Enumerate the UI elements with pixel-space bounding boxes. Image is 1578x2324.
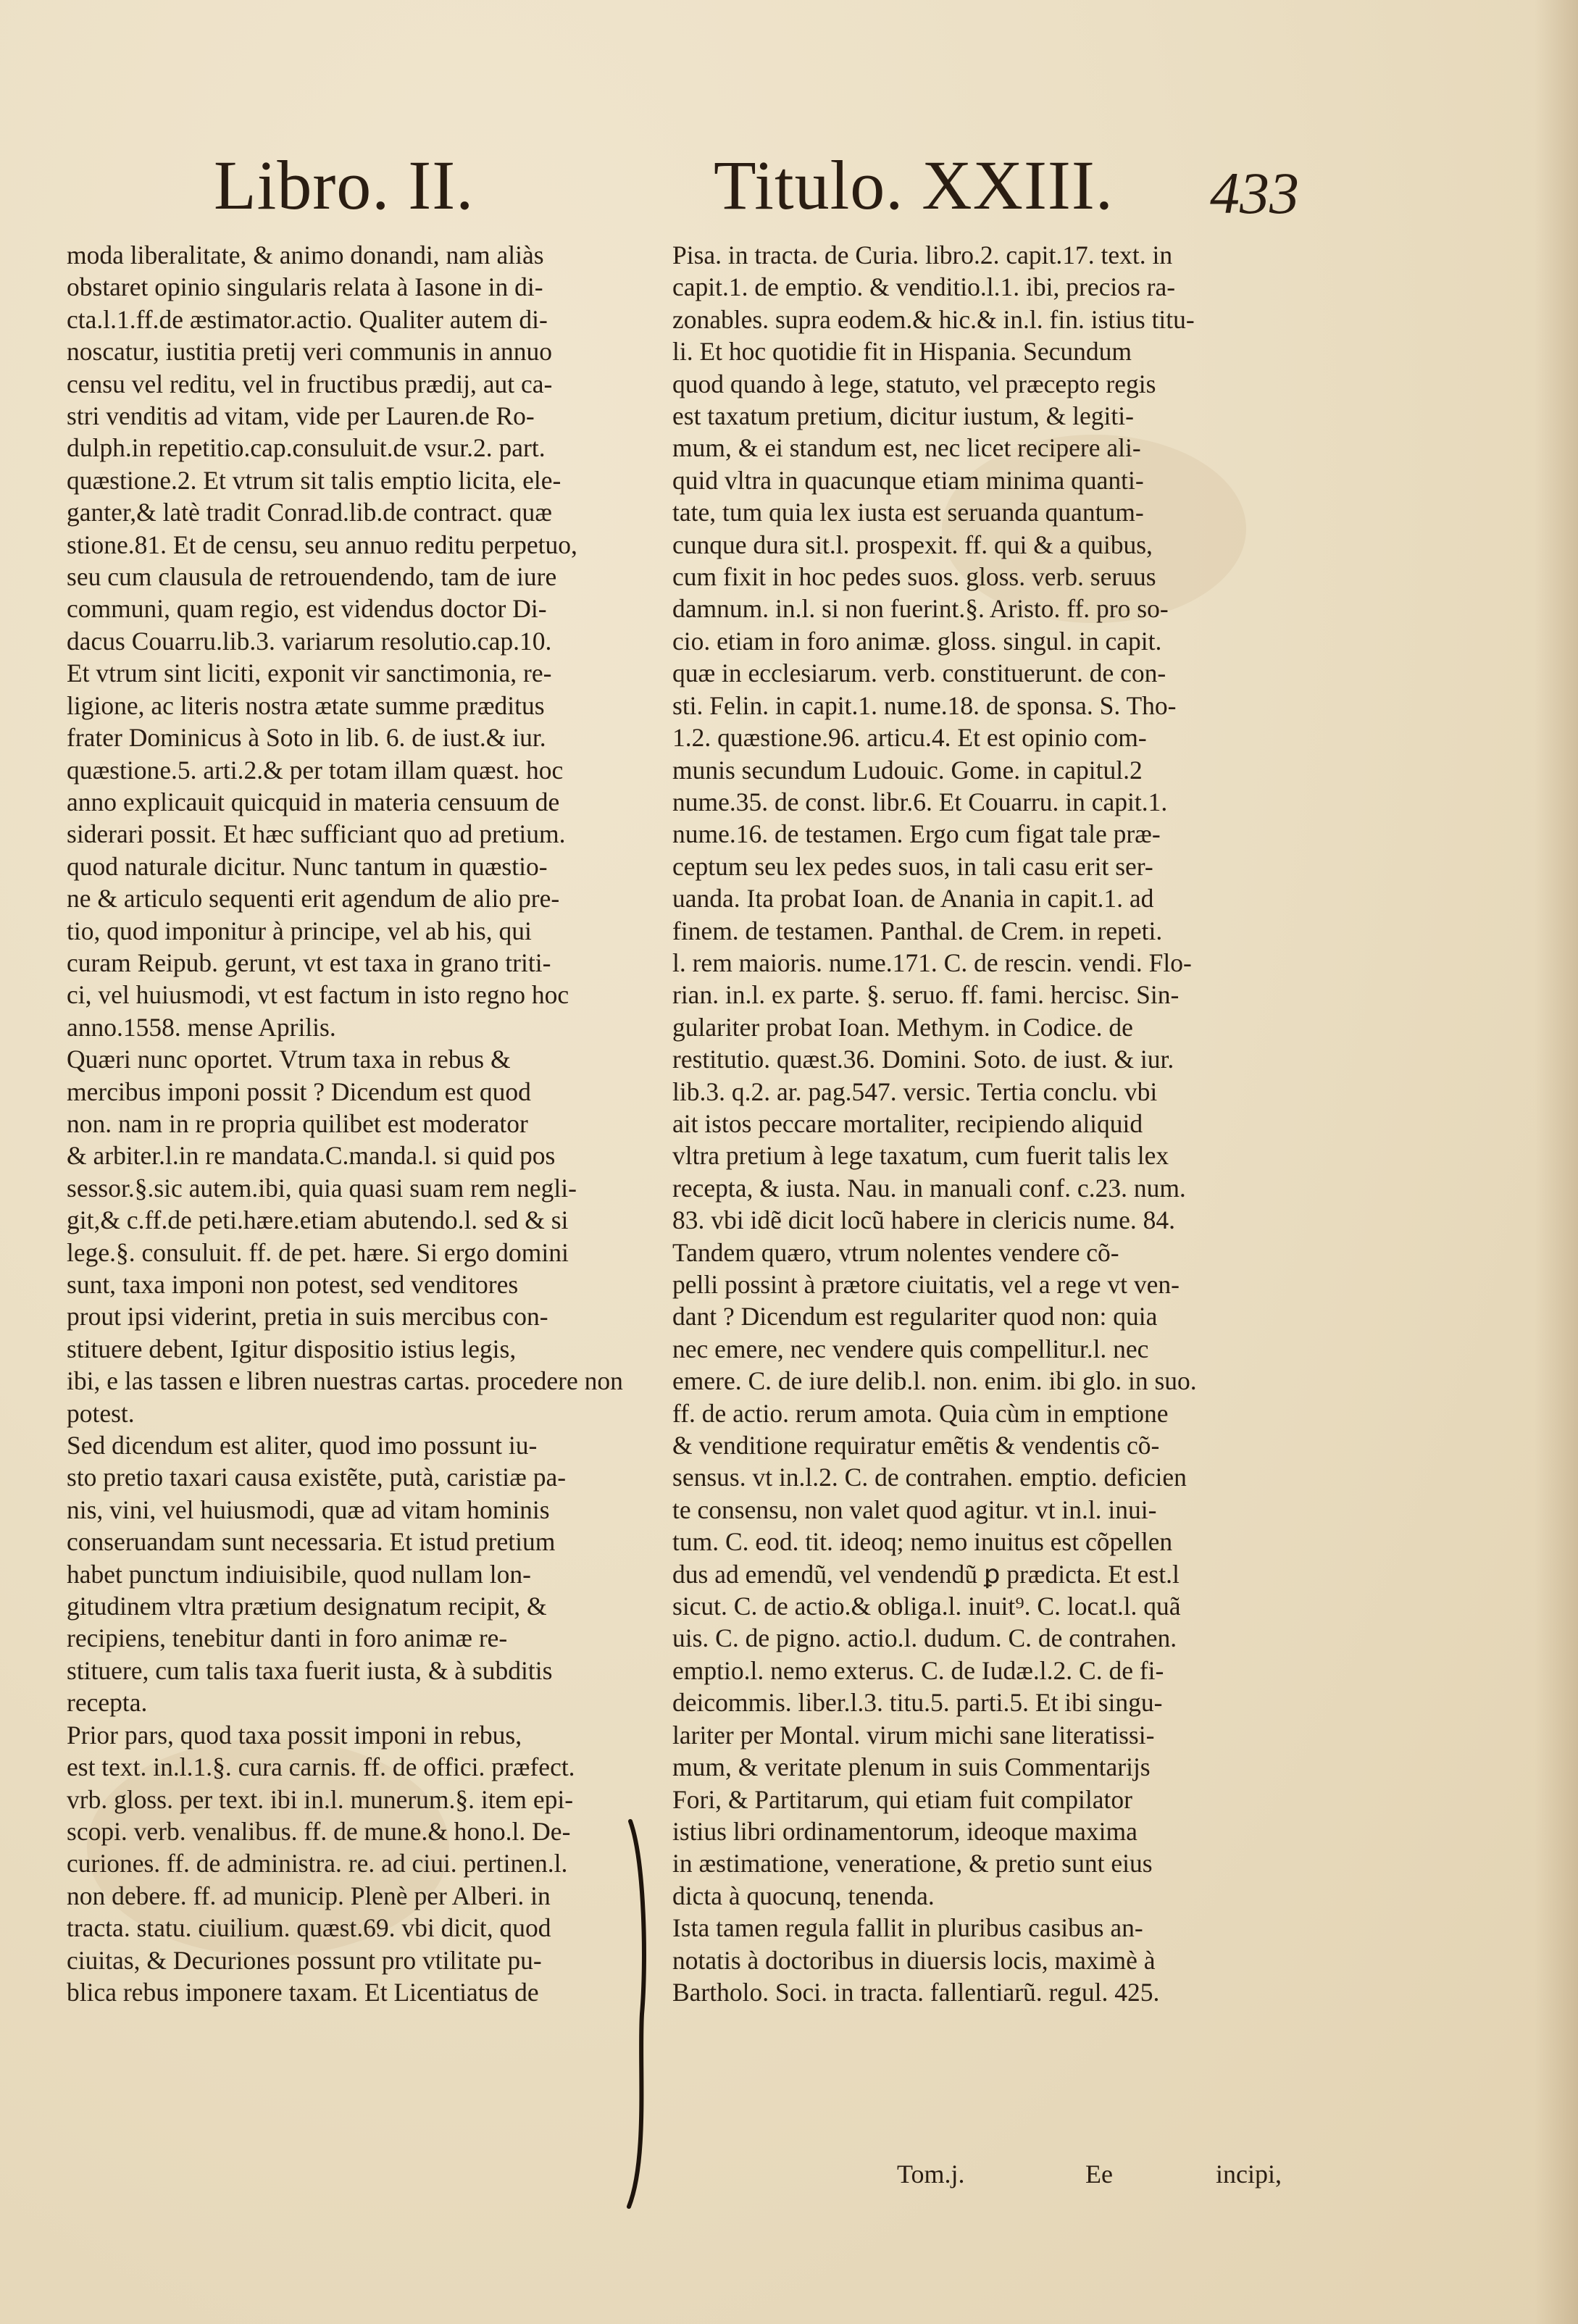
text-line: nume.16. de testamen. Ergo cum figat tale præ- xyxy=(672,819,1161,849)
text-line: quæstione.2. Et vtrum sit talis emptio licita, ele- xyxy=(67,465,562,495)
text-line: istius libri ordinamentorum, ideoque maxima xyxy=(672,1816,1137,1846)
text-line: prout ipsi viderint, pretia in suis mercibus con- xyxy=(67,1302,548,1332)
text-line: te consensu, non valet quod agitur. vt in.l. inui- xyxy=(672,1495,1157,1524)
text-line: nis, vini, vel huiusmodi, quæ ad vitam hominis xyxy=(67,1495,550,1524)
text-line: vrb. gloss. per text. ibi in.l. munerum.§. item epi- xyxy=(67,1784,574,1814)
text-line: recepta, & iusta. Nau. in manuali conf. c.23. num. xyxy=(672,1173,1186,1203)
text-line: gitudinem vltra prætium designatum recipit, & xyxy=(67,1592,547,1621)
text-line: cio. etiam in foro animæ. gloss. singul. in capit. xyxy=(672,626,1162,656)
text-line: ciuitas, & Decuriones possunt pro vtilitate pu- xyxy=(67,1945,542,1975)
right-text-column xyxy=(672,239,1295,2008)
text-line: sensus. vt in.l.2. C. de contrahen. emptio. deficien xyxy=(672,1463,1187,1492)
text-line: dacus Couarru.lib.3. variarum resolutio.cap.10. xyxy=(67,626,552,656)
text-line: habet punctum indiuisibile, quod nullam lon- xyxy=(67,1559,531,1589)
text-line: quæstione.5. arti.2.& per totam illam quæst. hoc xyxy=(67,755,564,785)
text-line: Quæri nunc oportet. Vtrum taxa in rebus & xyxy=(67,1045,511,1074)
text-line: ci, vel huiusmodi, vt est factum in isto regno hoc xyxy=(67,980,569,1010)
text-line: ait istos peccare mortaliter, recipiendo aliquid xyxy=(672,1108,1143,1138)
text-line: Prior pars, quod taxa possit imponi in rebus, xyxy=(67,1720,522,1750)
text-line: dant ? Dicendum est regulariter quod non: quia xyxy=(672,1302,1158,1332)
signature-mark: Ee xyxy=(1085,2160,1113,2189)
text-line: lib.3. q.2. ar. pag.547. versic. Tertia conclu. vbi xyxy=(672,1077,1158,1106)
text-line: dicta à quocunq, tenenda. xyxy=(672,1881,935,1910)
text-line: tate, tum quia lex iusta est seruanda quantum- xyxy=(672,498,1144,527)
text-line: non. nam in re propria quilibet est moderator xyxy=(67,1108,528,1138)
text-line: recepta. xyxy=(67,1688,148,1718)
text-line: in æstimatione, veneratione, & pretio sunt eius xyxy=(672,1849,1153,1878)
text-line: Pisa. in tracta. de Curia. libro.2. capit.17. text. in xyxy=(672,241,1173,269)
signature-label: Tom.j. xyxy=(897,2160,965,2189)
text-line: tio, quod imponitur à principe, vel ab his, qui xyxy=(67,916,532,945)
text-line: emere. C. de iure delib.l. non. enim. ibi glo. in suo. xyxy=(672,1366,1197,1396)
text-line: seu cum clausula de retrouendendo, tam de iure xyxy=(67,562,557,592)
text-line: uis. C. de pigno. actio.l. dudum. C. de contrahen. xyxy=(672,1623,1177,1653)
text-line: vltra pretium à lege taxatum, cum fuerit talis lex xyxy=(672,1141,1169,1171)
catchword: incipi, xyxy=(1216,2160,1282,2189)
text-line: lariter per Montal. virum michi sane literatissi- xyxy=(672,1720,1155,1750)
text-line: restitutio. quæst.36. Domini. Soto. de iust. & iur. xyxy=(672,1045,1174,1074)
text-line: cta.l.1.ff.de æstimator.actio. Qualiter autem di- xyxy=(67,304,548,334)
text-line: quod naturale dicitur. Nunc tantum in quæstio- xyxy=(67,851,548,881)
text-line: deicommis. liber.l.3. titu.5. parti.5. Et ibi singu- xyxy=(672,1688,1163,1718)
text-line: moda liberalitate, & animo donandi, nam aliàs xyxy=(67,241,544,269)
text-line: mercibus imponi possit ? Dicendum est quod xyxy=(67,1077,531,1106)
running-header xyxy=(0,145,1578,239)
text-line: est text. in.l.1.§. cura carnis. ff. de offici. præfect. xyxy=(67,1752,575,1782)
text-line: ceptum seu lex pedes suos, in tali casu erit ser- xyxy=(672,851,1153,881)
text-line: l. rem maioris. nume.171. C. de rescin. vendi. Flo- xyxy=(672,948,1192,977)
text-line: 83. vbi idẽ dicit locũ habere in clericis nume. 84. xyxy=(672,1205,1176,1235)
text-line: ne & articulo sequenti erit agendum de alio pre- xyxy=(67,884,560,914)
text-line: stione.81. Et de censu, seu annuo reditu perpetuo, xyxy=(67,530,577,559)
text-line: sto pretio taxari causa existẽte, putà, caristiæ pa- xyxy=(67,1463,567,1492)
text-line: anno.1558. mense Aprilis. xyxy=(67,1012,336,1042)
text-line: mum, & ei standum est, nec licet recipere ali- xyxy=(672,433,1141,463)
text-line: recipiens, tenebitur danti in foro animæ re- xyxy=(67,1623,508,1653)
text-line: siderari possit. Et hæc sufficiant quo ad pretium. xyxy=(67,819,566,849)
catchword-line xyxy=(897,2159,1303,2195)
text-line: quod quando à lege, statuto, vel præcepto regis xyxy=(672,369,1156,398)
text-line: est taxatum pretium, dicitur iustum, & legiti- xyxy=(672,401,1134,431)
text-line: anno explicauit quicquid in materia censuum de xyxy=(67,787,560,816)
text-line: scopi. verb. venalibus. ff. de mune.& hono.l. De- xyxy=(67,1816,571,1846)
text-line: stri venditis ad vitam, vide per Lauren.de Ro- xyxy=(67,401,535,431)
text-line: curiones. ff. de administra. re. ad ciui. pertinen.l. xyxy=(67,1849,568,1878)
text-line: notatis à doctoribus in diuersis locis, maximè à xyxy=(672,1945,1156,1975)
text-line: lege.§. consuluit. ff. de pet. hære. Si ergo domini xyxy=(67,1237,569,1267)
text-line: conseruandam sunt necessaria. Et istud pretium xyxy=(67,1527,556,1557)
text-line: munis secundum Ludouic. Gome. in capitul.2 xyxy=(672,755,1143,785)
text-line: potest. xyxy=(67,1398,135,1428)
marginal-bracket xyxy=(625,1818,654,2210)
text-line: rian. in.l. ex parte. §. seruo. ff. fami. hercisc. Sin- xyxy=(672,980,1180,1010)
text-line: Bartholo. Soci. in tracta. fallentiarũ. regul. 425. xyxy=(672,1977,1160,2007)
text-line: Fori, & Partitarum, qui etiam fuit compilator xyxy=(672,1784,1132,1814)
text-line: cum fixit in hoc pedes suos. gloss. verb. seruus xyxy=(672,562,1156,592)
text-line: obstaret opinio singularis relata à Iasone in di- xyxy=(67,272,543,302)
text-line: pelli possint à prætore ciuitatis, vel a rege vt ven- xyxy=(672,1270,1180,1299)
text-line: Ista tamen regula fallit in pluribus casibus an- xyxy=(672,1913,1143,1943)
text-line: gulariter probat Ioan. Methym. in Codice. de xyxy=(672,1012,1133,1042)
text-line: sunt, taxa imponi non potest, sed venditores xyxy=(67,1270,519,1299)
text-line: censu vel reditu, vel in fructibus prædij, aut ca- xyxy=(67,369,553,398)
text-line: & venditione requiratur emẽtis & vendentis cõ- xyxy=(672,1431,1160,1460)
text-line: 1.2. quæstione.96. articu.4. Et est opinio com- xyxy=(672,723,1147,753)
text-line: sicut. C. de actio.& obliga.l. inuit⁹. C. locat.l. quã xyxy=(672,1592,1181,1621)
text-line: sti. Felin. in capit.1. nume.18. de sponsa. S. Tho- xyxy=(672,690,1177,720)
text-line: ff. de actio. rerum amota. Quia cùm in emptione xyxy=(672,1398,1169,1428)
text-line: emptio.l. nemo exterus. C. de Iudæ.l.2. C. de fi- xyxy=(672,1655,1164,1685)
text-line: stituere debent, Igitur dispositio istius legis, xyxy=(67,1334,517,1363)
text-line: git,& c.ff.de peti.hære.etiam abutendo.l. sed & si xyxy=(67,1205,569,1235)
text-line: noscatur, iustitia pretij veri communis in annuo xyxy=(67,337,552,367)
text-line: quid vltra in quacunque etiam minima quanti- xyxy=(672,465,1144,495)
text-line: curam Reipub. gerunt, vt est taxa in grano triti- xyxy=(67,948,551,977)
text-line: uanda. Ita probat Ioan. de Anania in capit.1. ad xyxy=(672,884,1154,914)
text-line: dulph.in repetitio.cap.consuluit.de vsur.2. part. xyxy=(67,433,546,463)
text-line: damnum. in.l. si non fuerint.§. Aristo. ff. pro so- xyxy=(672,594,1169,624)
text-line: mum, & veritate plenum in suis Commentarijs xyxy=(672,1752,1151,1782)
text-line: dus ad emendũ, vel vendendũ ꝑ prædicta. Et est.l xyxy=(672,1559,1180,1589)
text-line: blica rebus imponere taxam. Et Licentiatus de xyxy=(67,1977,539,2007)
running-title-left: Libro. II. xyxy=(214,146,475,224)
text-line: Tandem quæro, vtrum nolentes vendere cõ- xyxy=(672,1237,1119,1267)
text-line: finem. de testamen. Panthal. de Crem. in repeti. xyxy=(672,916,1163,945)
text-line: non debere. ff. ad municip. Plenè per Alberi. in xyxy=(67,1881,551,1910)
text-line: ligione, ac literis nostra ætate summe præditus xyxy=(67,690,545,720)
text-line: tum. C. eod. tit. ideoq; nemo inuitus est cõpellen xyxy=(672,1527,1173,1557)
text-line: capit.1. de emptio. & venditio.l.1. ibi, precios ra- xyxy=(672,272,1176,302)
text-line: zonables. supra eodem.& hic.& in.l. fin. istius titu- xyxy=(672,304,1195,334)
left-text-column xyxy=(67,239,675,2008)
page-edge-shadow xyxy=(1535,0,1578,2324)
text-line: Et vtrum sint liciti, exponit vir sanctimonia, re- xyxy=(67,659,552,688)
text-line: stituere, cum talis taxa fuerit iusta, & à subditis xyxy=(67,1655,553,1685)
text-line: frater Dominicus à Soto in lib. 6. de iust.& iur. xyxy=(67,723,546,753)
text-line: ganter,& latè tradit Conrad.lib.de contract. quæ xyxy=(67,498,552,527)
text-line: ibi, e las tassen e libren nuestras cartas. procedere non xyxy=(67,1366,623,1396)
text-line: nec emere, nec vendere quis compellitur.l. nec xyxy=(672,1334,1149,1363)
folio-number: 433 xyxy=(1210,160,1299,226)
text-line: nume.35. de const. libr.6. Et Couarru. in capit.1. xyxy=(672,787,1168,816)
text-line: cunque dura sit.l. prospexit. ff. qui & a quibus, xyxy=(672,530,1153,559)
text-line: & arbiter.l.in re mandata.C.manda.l. si quid pos xyxy=(67,1141,556,1171)
text-line: tracta. statu. ciuilium. quæst.69. vbi dicit, quod xyxy=(67,1913,551,1943)
text-line: li. Et hoc quotidie fit in Hispania. Secundum xyxy=(672,337,1132,367)
text-line: communi, quam regio, est videndus doctor Di- xyxy=(67,594,547,624)
text-line: sessor.§.sic autem.ibi, quia quasi suam rem negli- xyxy=(67,1173,577,1203)
text-line: quæ in ecclesiarum. verb. constituerunt. de con- xyxy=(672,659,1166,688)
text-line: Sed dicendum est aliter, quod imo possunt iu- xyxy=(67,1431,538,1460)
running-title-right: Titulo. XXIII. xyxy=(714,146,1114,224)
